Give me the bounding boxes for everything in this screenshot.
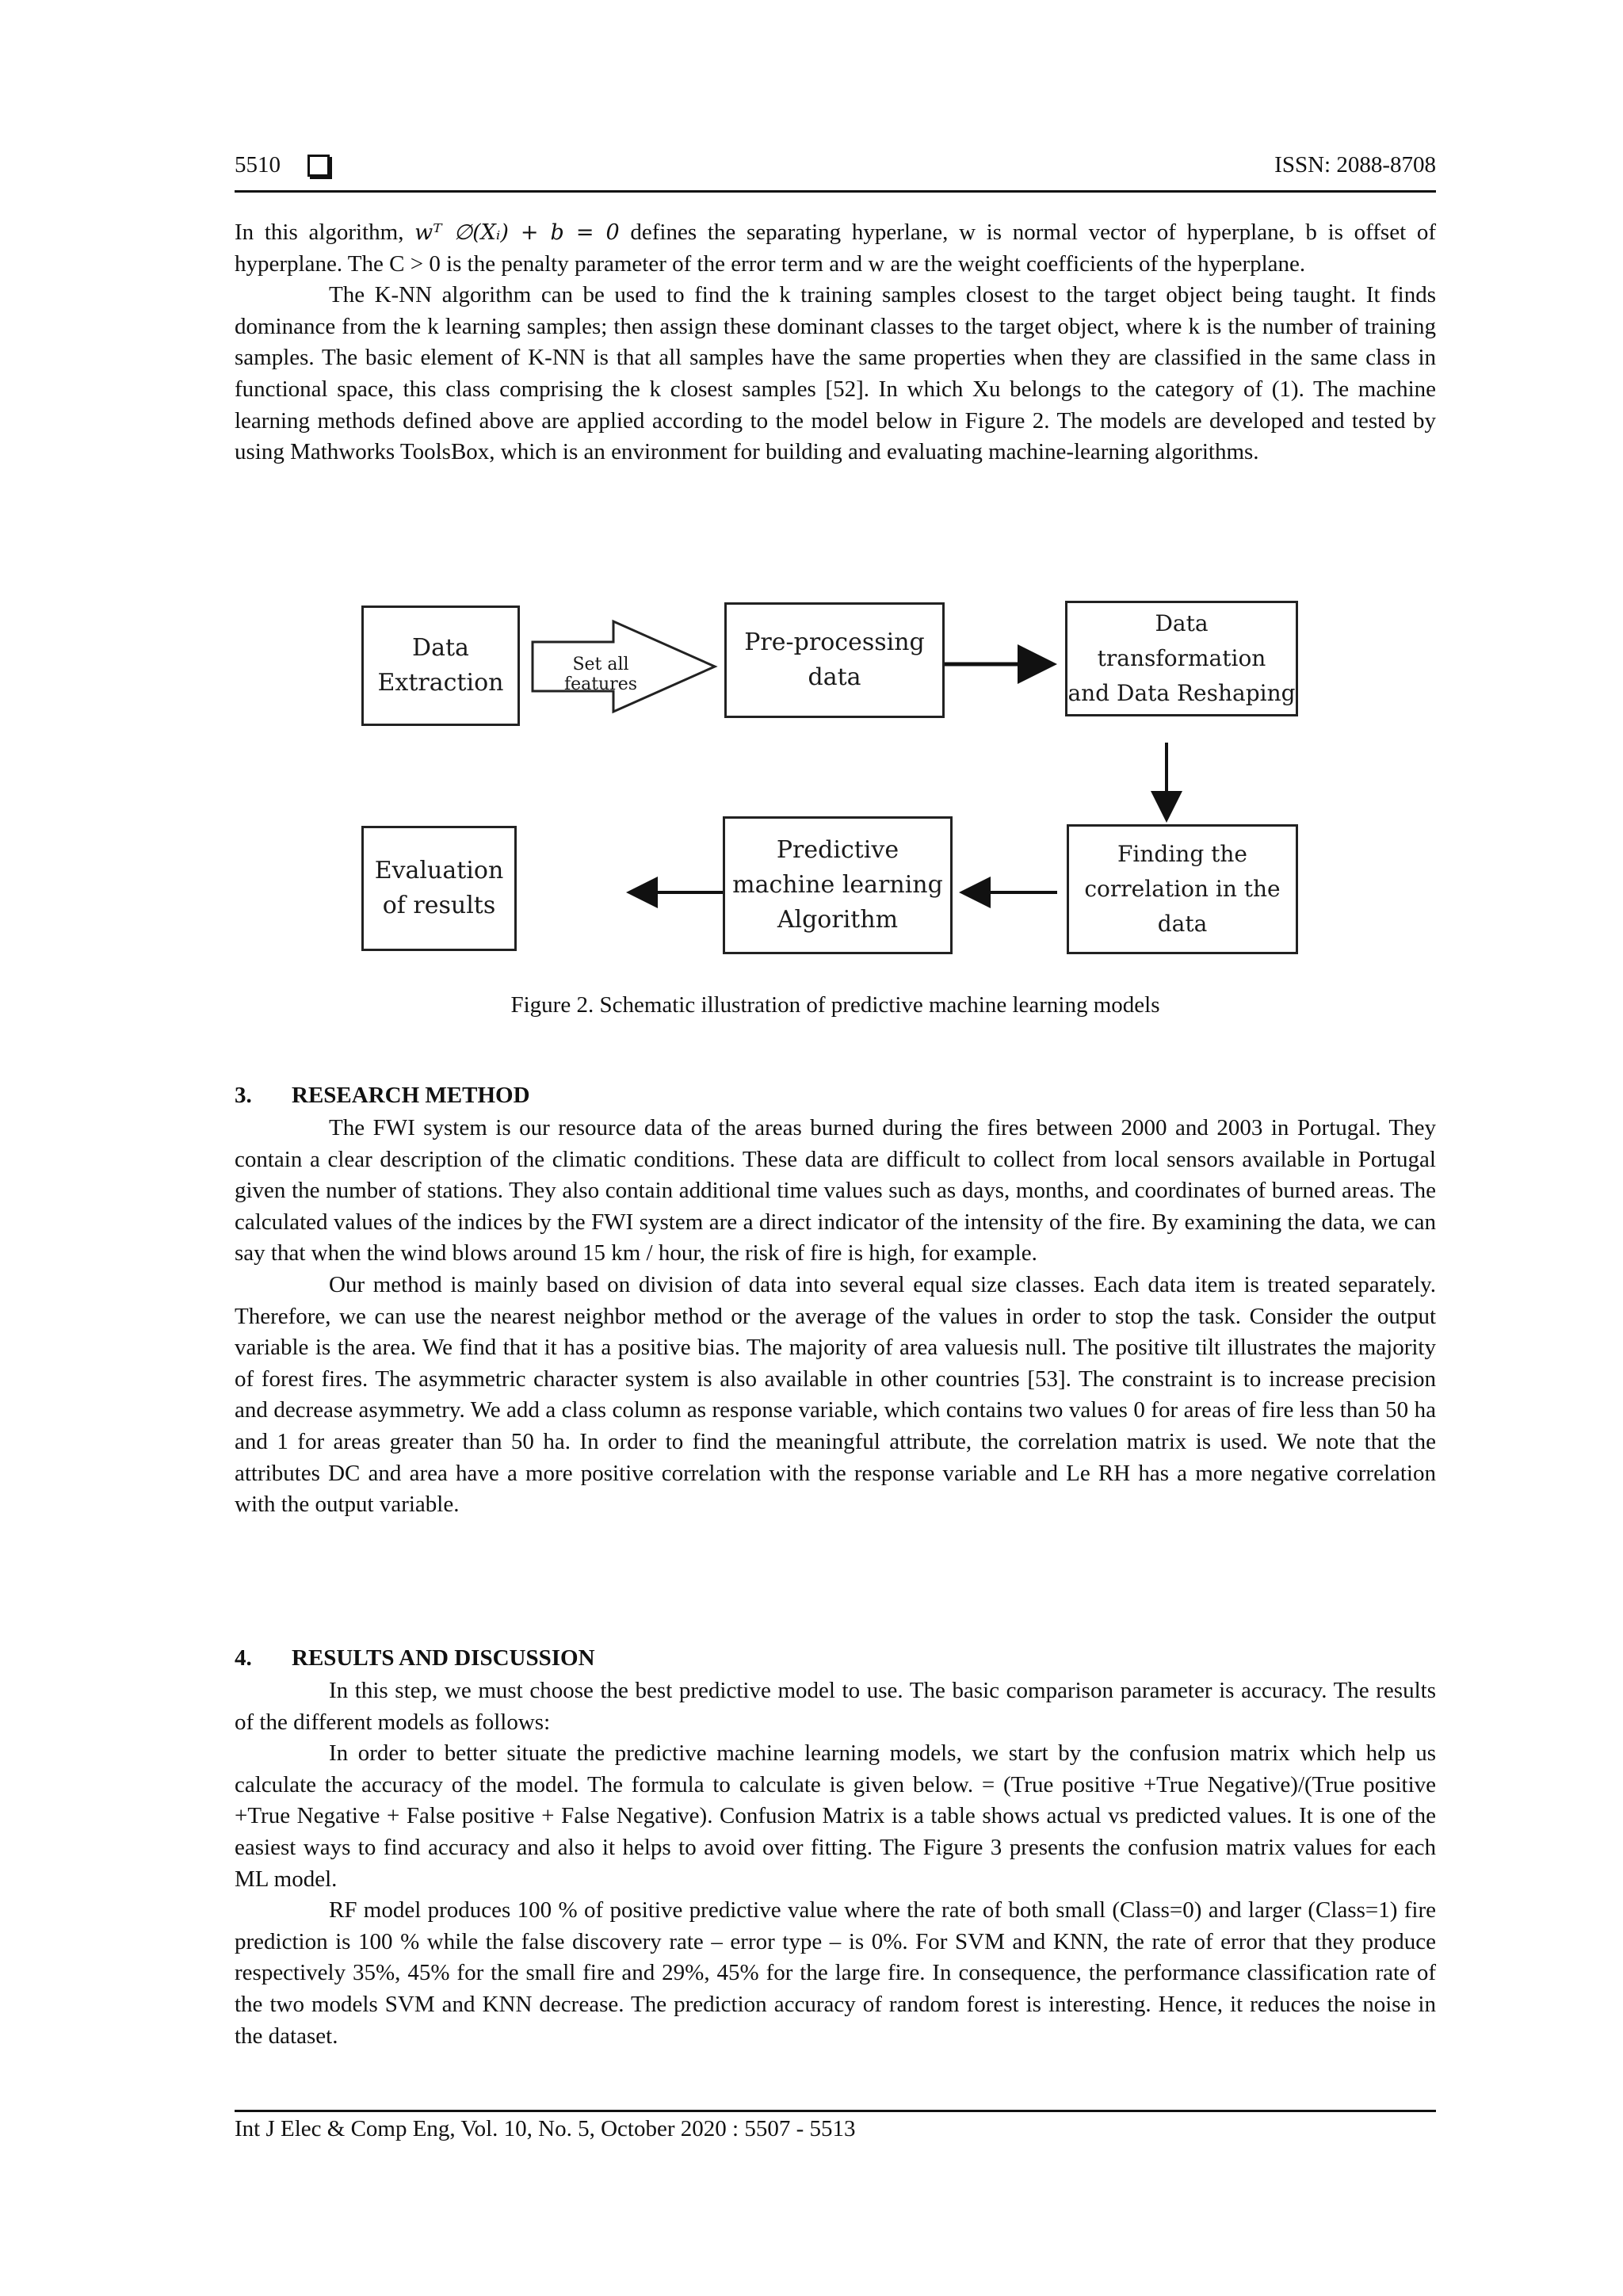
section-3-paragraph-2: Our method is mainly based on division of data into several equal size classes. Each data item is treated separately. Therefore, we can use the nearest neighbor method or the average of the values in order to stop the task. Consider the output variable is the area. We find that it has a positive bias. The majority of area valuesis null. The positive tilt illustrates the majority of forest fires. The asymmetric character system is also available in other countries [53]. The constraint is to increase precision and decrease asymmetry. We add a class column as response variable, which contains two values 0 for areas of fire less than 50 ha and 1 for areas greater than 50 ha. In order to find the meaningful attribute, the correlation matrix is used. We note that the attributes DC and area have a more positive correlation with the response variable and Le RH has a more negative correlation with the output variable. <box>235 1271 1436 1518</box>
section-4-text <box>235 1675 1436 2052</box>
section-4-heading: 4. RESULTS AND DISCUSSION <box>235 1645 595 1671</box>
section-4-paragraph-1: In this step, we must choose the best predictive model to use. The basic comparison parameter is accuracy. The results of the different models as follows: <box>235 1678 1436 1735</box>
header-rule <box>235 190 1436 193</box>
section-4-paragraph-3: RF model produces 100 % of positive predictive value where the rate of both small (Class=0) and larger (Class=1) fire prediction is 100 % while the false discovery rate – error type – is 0%. For SVM and KNN, the rate of error that they produce respectively 35%, 45% for the small fire and 29%, 45% for the large fire. In consequence, the performance classification rate of the two models SVM and KNN decrease. The prediction accuracy of random forest is interesting. Hence, it reduces the noise in the dataset. <box>235 1897 1436 2049</box>
intro-paragraph-1: In this algorithm, wᵀ ∅(Xᵢ) + b = 0 defines the separating hyperlane, w is normal vector of hyperplane, b is offset of hyperplane. The C > 0 is the penalty parameter of the error term and w are the weight coefficients of the hyperplane. <box>235 220 1436 277</box>
page-number: 5510 <box>235 152 281 178</box>
node-data-extraction: Data Extraction <box>361 606 520 726</box>
node-preprocessing: Pre-processing data <box>724 602 945 718</box>
node-evaluation: Evaluation of results <box>361 826 517 951</box>
section-3-paragraph-1: The FWI system is our resource data of the areas burned during the fires between 2000 and 2003 in Portugal. They contain a clear description of the climatic conditions. These data are difficult to collect from local sensors available in Portugal given the number of stations. They also contain additional time values such as days, months, and coordinates of burned areas. The calculated values of the indices by the FWI system are a direct indicator of the intensity of the fire. By examining the data, we can say that when the wind blows around 15 km / hour, the risk of fire is high, for example. <box>235 1115 1436 1266</box>
figure-2-diagram <box>358 596 1298 962</box>
issn-label: ISSN: 2088-8708 <box>1274 152 1436 178</box>
intro-paragraph-2: The K-NN algorithm can be used to find the k training samples closest to the target object being taught. It finds dominance from the k learning samples; then assign these dominant classes to the target object, where k is the number of training samples. The basic element of K-NN is that all samples have the same properties when they are classified in the same class in functional space, this class comprising the k closest samples [52]. In which Xu belongs to the category of (1). The machine learning methods defined above are applied according to the model below in Figure 2. The models are developed and tested by using Mathworks ToolsBox, which is an environment for building and evaluating machine-learning algorithms. <box>235 282 1436 465</box>
footer-citation: Int J Elec & Comp Eng, Vol. 10, No. 5, October 2020 : 5507 - 5513 <box>235 2116 856 2141</box>
figure-2-caption: Figure 2. Schematic illustration of predictive machine learning models <box>510 992 1160 1018</box>
footer-rule <box>235 2110 1436 2112</box>
node-data-transformation: Data transformation and Data Reshaping <box>1065 601 1298 716</box>
section-3-heading: 3. RESEARCH METHOD <box>235 1083 530 1108</box>
set-all-features-label: Set all features <box>563 655 638 694</box>
node-predictive-algorithm: Predictive machine learning Algorithm <box>723 816 953 954</box>
hyperplane-formula: wᵀ ∅(Xᵢ) + b = 0 <box>414 220 620 245</box>
section-4-paragraph-2: In order to better situate the predictive machine learning models, we start by the confusion matrix which help us calculate the accuracy of the model. The formula to calculate is given below. = (True positive +True Negative)/(True positive +True Negative + False positive + False Negative). Confusion Matrix is a table shows actual vs predicted values. It is one of the easiest ways to find accuracy and also it helps to avoid over fitting. The Figure 3 presents the confusion matrix values for each ML model. <box>235 1740 1436 1892</box>
section-3-text <box>235 1113 1436 1521</box>
node-finding-correlation: Finding the correlation in the data <box>1067 824 1298 954</box>
square-bullet-icon <box>307 155 330 177</box>
intro-text <box>235 217 1436 468</box>
running-header <box>235 152 1436 178</box>
